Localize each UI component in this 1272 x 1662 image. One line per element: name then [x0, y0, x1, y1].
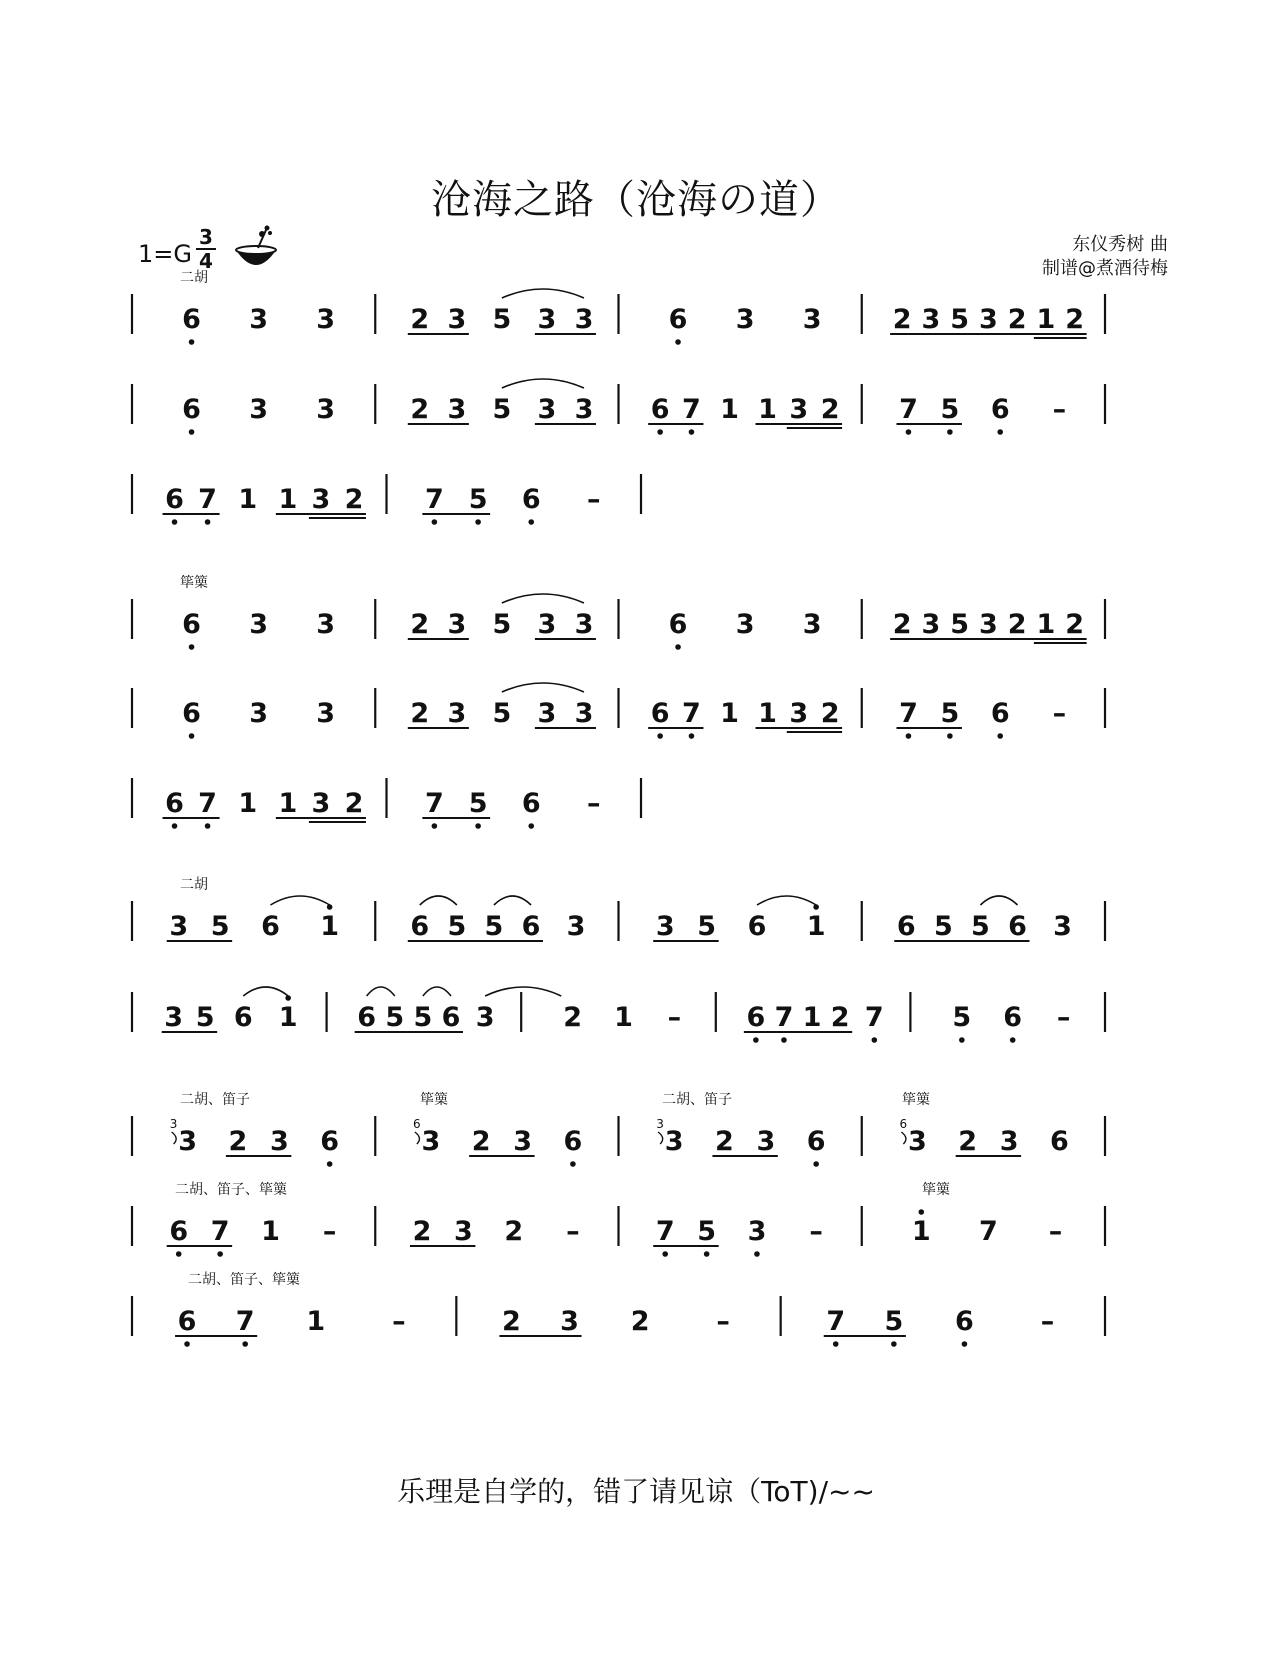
note: 3: [747, 1216, 767, 1247]
note: 7: [655, 1216, 675, 1247]
note: 2: [892, 609, 912, 640]
low-octave-dot: [833, 1341, 839, 1347]
note: 3: [475, 1002, 495, 1033]
note: 2: [504, 1216, 524, 1247]
instrument-label: 二胡、笛子、筚篥: [175, 1182, 287, 1198]
tie-arc: [270, 896, 329, 905]
grace-slur: [415, 1132, 420, 1144]
note: 6: [521, 911, 541, 942]
note: 6: [806, 1126, 826, 1157]
instrument-label: 筚篥: [420, 1092, 448, 1108]
note: 6: [521, 484, 541, 515]
time-signature-denominator: 4: [196, 248, 216, 272]
note: 6: [990, 394, 1010, 425]
note: 2: [410, 609, 430, 640]
note: 7: [682, 394, 701, 425]
low-octave-dot: [947, 733, 953, 739]
note: 3: [178, 1126, 197, 1157]
note: 6: [441, 1002, 461, 1033]
note: 3: [574, 609, 594, 640]
note: 1: [278, 1002, 298, 1033]
low-octave-dot: [689, 429, 695, 435]
note: 6: [521, 788, 541, 819]
note: 3: [537, 698, 557, 729]
low-octave-dot: [205, 519, 211, 525]
note: 6: [165, 484, 184, 515]
note: 3: [447, 394, 467, 425]
note: –: [587, 788, 601, 819]
low-octave-dot: [242, 1341, 248, 1347]
grace-slur: [172, 1132, 177, 1144]
note: 6: [177, 1306, 197, 1337]
note: 1: [911, 1216, 931, 1247]
note: –: [1056, 1002, 1071, 1033]
low-octave-dot: [959, 1037, 965, 1043]
note: 6: [650, 698, 670, 729]
note: 7: [198, 484, 217, 515]
note: 2: [471, 1126, 491, 1157]
high-octave-dot: [813, 904, 819, 910]
tie-arc: [423, 987, 451, 996]
note: 3: [316, 394, 336, 425]
low-octave-dot: [528, 519, 534, 525]
tie-arc: [367, 987, 395, 996]
low-octave-dot: [962, 1341, 968, 1347]
note: 2: [344, 788, 364, 819]
note: 2: [228, 1126, 248, 1157]
note: 6: [182, 698, 201, 729]
tie-arc: [494, 896, 531, 905]
low-octave-dot: [781, 1037, 787, 1043]
note: 5: [697, 1216, 717, 1247]
note: 2: [1007, 304, 1027, 335]
low-octave-dot: [997, 429, 1003, 435]
note: 6: [1008, 911, 1027, 942]
note: 2: [1065, 304, 1085, 335]
note: –: [392, 1306, 406, 1337]
note: 7: [899, 698, 918, 729]
note: 3: [447, 698, 467, 729]
note: 2: [501, 1306, 521, 1337]
note: 3: [560, 1306, 579, 1337]
low-octave-dot: [906, 733, 912, 739]
note: 5: [447, 911, 467, 942]
low-octave-dot: [189, 429, 195, 435]
note: 6: [320, 1126, 340, 1157]
note: 5: [492, 304, 512, 335]
note: 2: [410, 304, 430, 335]
note: 3: [999, 1126, 1019, 1157]
note: 5: [210, 911, 230, 942]
low-octave-dot: [657, 733, 663, 739]
note: 3: [316, 304, 336, 335]
tie-arc: [502, 289, 584, 298]
note: 2: [958, 1126, 978, 1157]
note: 6: [668, 304, 688, 335]
low-octave-dot: [528, 823, 534, 829]
note: 5: [933, 911, 953, 942]
instrument-label: 筚篥: [922, 1182, 950, 1198]
note: –: [667, 1002, 682, 1033]
note: 3: [664, 1126, 684, 1157]
note: –: [1052, 698, 1067, 729]
note: 2: [410, 394, 430, 425]
low-octave-dot: [813, 1161, 819, 1167]
note: 6: [746, 1002, 766, 1033]
high-octave-dot: [285, 995, 291, 1001]
note: 3: [574, 304, 594, 335]
note: 2: [892, 304, 912, 335]
note: 3: [169, 911, 189, 942]
footnote: 乐理是自学的，错了请见谅（ToT)/~~: [397, 1475, 875, 1508]
instrument-label: 筚篥: [902, 1092, 930, 1108]
note: 3: [537, 394, 557, 425]
note: 1: [720, 394, 739, 425]
low-octave-dot: [432, 519, 438, 525]
note: 3: [447, 609, 467, 640]
note: 5: [940, 394, 960, 425]
tie-arc: [502, 379, 584, 388]
low-octave-dot: [675, 644, 681, 650]
note: 5: [468, 484, 488, 515]
low-octave-dot: [753, 1037, 759, 1043]
note: 7: [235, 1306, 255, 1337]
high-octave-dot: [327, 904, 333, 910]
note: 3: [311, 484, 331, 515]
note: 2: [412, 1216, 432, 1247]
note: 7: [210, 1216, 230, 1247]
note: 3: [735, 304, 755, 335]
note: 2: [563, 1002, 583, 1033]
note: 1: [1036, 609, 1056, 640]
note: 6: [410, 911, 430, 942]
note: 3: [789, 394, 809, 425]
note: 3: [537, 609, 557, 640]
note: 3: [735, 609, 755, 640]
low-octave-dot: [1010, 1037, 1016, 1043]
note: 6: [169, 1216, 189, 1247]
note: 5: [492, 698, 512, 729]
note: 5: [492, 394, 512, 425]
note: 3: [249, 394, 269, 425]
note: 3: [978, 304, 998, 335]
note: 2: [715, 1126, 734, 1157]
low-octave-dot: [172, 519, 178, 525]
note: 1: [320, 911, 340, 942]
note: 3: [249, 698, 269, 729]
note: –: [1040, 1306, 1055, 1337]
note: 6: [896, 911, 916, 942]
low-octave-dot: [704, 1251, 710, 1257]
note: 3: [574, 394, 594, 425]
note: 1: [306, 1306, 326, 1337]
note: 7: [978, 1216, 998, 1247]
low-octave-dot: [475, 519, 481, 525]
note: 6: [165, 788, 184, 819]
note: 2: [410, 698, 430, 729]
tie-arc: [243, 987, 288, 996]
note: 6: [182, 304, 201, 335]
note: 1: [238, 484, 258, 515]
note: 6: [182, 394, 201, 425]
note: 3: [1053, 911, 1072, 942]
note: 7: [424, 484, 444, 515]
tie-arc: [757, 896, 816, 905]
time-signature-numerator: 3: [199, 225, 213, 249]
low-octave-dot: [657, 429, 663, 435]
note: 2: [1007, 609, 1027, 640]
note: 3: [789, 698, 809, 729]
note: 6: [1050, 1126, 1069, 1157]
note: 3: [756, 1126, 776, 1157]
note: 6: [233, 1002, 253, 1033]
note: 3: [921, 304, 941, 335]
tie-arc: [502, 683, 584, 692]
note: 7: [899, 394, 918, 425]
note: 7: [864, 1002, 884, 1033]
note: 3: [907, 1126, 927, 1157]
tie-arc: [502, 594, 584, 603]
low-octave-dot: [689, 733, 695, 739]
note: 3: [164, 1002, 184, 1033]
low-octave-dot: [947, 429, 953, 435]
note: –: [716, 1306, 730, 1337]
key-signature: 1=G: [138, 240, 192, 268]
low-octave-dot: [189, 644, 195, 650]
note: 1: [1036, 304, 1056, 335]
note: 2: [830, 1002, 850, 1033]
note: 6: [357, 1002, 377, 1033]
low-octave-dot: [475, 823, 481, 829]
note: 3: [802, 304, 822, 335]
note: 6: [1003, 1002, 1023, 1033]
note: 6: [650, 394, 670, 425]
low-octave-dot: [662, 1251, 668, 1257]
note: 3: [454, 1216, 473, 1247]
note: 7: [682, 698, 701, 729]
tie-arc: [485, 987, 561, 996]
low-octave-dot: [754, 1251, 760, 1257]
note: 3: [574, 698, 594, 729]
note: 5: [697, 911, 717, 942]
grace-note: 3: [656, 1117, 664, 1131]
note: 5: [484, 911, 504, 942]
note: 3: [269, 1126, 289, 1157]
note: 5: [195, 1002, 215, 1033]
note: 3: [802, 609, 822, 640]
low-octave-dot: [891, 1341, 897, 1347]
note: 5: [385, 1002, 405, 1033]
grace-note: 3: [169, 1117, 178, 1131]
grace-note: 6: [899, 1117, 908, 1131]
note: –: [809, 1216, 823, 1247]
note: 1: [238, 788, 258, 819]
note: 7: [198, 788, 217, 819]
tie-arc: [420, 896, 457, 905]
low-octave-dot: [327, 1161, 333, 1167]
note: 3: [249, 304, 269, 335]
instrument-label: 筚篥: [180, 575, 208, 591]
note: 1: [278, 484, 298, 515]
note: 3: [311, 788, 331, 819]
note: 2: [1065, 609, 1085, 640]
note: 3: [655, 911, 675, 942]
note: 3: [249, 609, 269, 640]
note: 2: [820, 698, 840, 729]
instrument-label: 二胡、笛子、筚篥: [188, 1272, 300, 1288]
low-octave-dot: [872, 1037, 878, 1043]
note: 1: [614, 1002, 633, 1033]
note: 3: [316, 609, 336, 640]
low-octave-dot: [205, 823, 211, 829]
page-title: 沧海之路（沧海の道）: [431, 177, 841, 223]
note: 3: [921, 609, 941, 640]
note: 3: [978, 609, 998, 640]
low-octave-dot: [906, 429, 912, 435]
note: –: [587, 484, 601, 515]
instrument-label: 二胡、笛子: [662, 1092, 732, 1108]
low-octave-dot: [570, 1161, 576, 1167]
note: 7: [424, 788, 444, 819]
low-octave-dot: [217, 1251, 223, 1257]
note: 1: [720, 698, 739, 729]
note: 1: [758, 698, 777, 729]
instrument-label: 二胡: [180, 270, 208, 286]
note: 5: [884, 1306, 904, 1337]
note: –: [1052, 394, 1067, 425]
tie-arc: [980, 896, 1017, 905]
grace-note: 6: [413, 1117, 421, 1131]
note: 1: [758, 394, 777, 425]
note: 5: [940, 698, 960, 729]
low-octave-dot: [189, 733, 195, 739]
low-octave-dot: [176, 1251, 182, 1257]
note: 5: [950, 609, 970, 640]
low-octave-dot: [172, 823, 178, 829]
instrument-label: 二胡: [180, 877, 208, 893]
note: 6: [955, 1306, 974, 1337]
note: 3: [537, 304, 557, 335]
note: 1: [261, 1216, 280, 1247]
note: 6: [182, 609, 201, 640]
composer-credit: 东仪秀树 曲: [1072, 234, 1168, 255]
low-octave-dot: [997, 733, 1003, 739]
grace-slur: [901, 1132, 906, 1144]
note: 5: [413, 1002, 433, 1033]
note: 3: [566, 911, 586, 942]
note: 1: [278, 788, 298, 819]
low-octave-dot: [432, 823, 438, 829]
note: 7: [774, 1002, 794, 1033]
note: 6: [563, 1126, 583, 1157]
note: 1: [806, 911, 826, 942]
instrument-label: 二胡、笛子: [180, 1092, 250, 1108]
note: –: [322, 1216, 337, 1247]
note: 6: [747, 911, 767, 942]
note: 3: [316, 698, 336, 729]
grace-slur: [658, 1132, 663, 1144]
note: 2: [630, 1306, 650, 1337]
arranger-credit: 制谱@煮酒待梅: [1042, 258, 1168, 279]
note: 5: [952, 1002, 972, 1033]
note: 7: [826, 1306, 846, 1337]
note: 3: [513, 1126, 532, 1157]
note: 2: [820, 394, 840, 425]
note: 6: [990, 698, 1010, 729]
note: 5: [950, 304, 970, 335]
note: 2: [344, 484, 364, 515]
low-octave-dot: [184, 1341, 190, 1347]
note: 5: [492, 609, 512, 640]
note: 6: [261, 911, 280, 942]
note: 3: [447, 304, 467, 335]
note: –: [1048, 1216, 1063, 1247]
note: 1: [802, 1002, 822, 1033]
low-octave-dot: [675, 339, 681, 345]
note: 3: [421, 1126, 441, 1157]
high-octave-dot: [918, 1209, 924, 1215]
note: 6: [668, 609, 688, 640]
low-octave-dot: [189, 339, 195, 345]
note: 5: [971, 911, 990, 942]
note: –: [566, 1216, 580, 1247]
note: 5: [468, 788, 488, 819]
